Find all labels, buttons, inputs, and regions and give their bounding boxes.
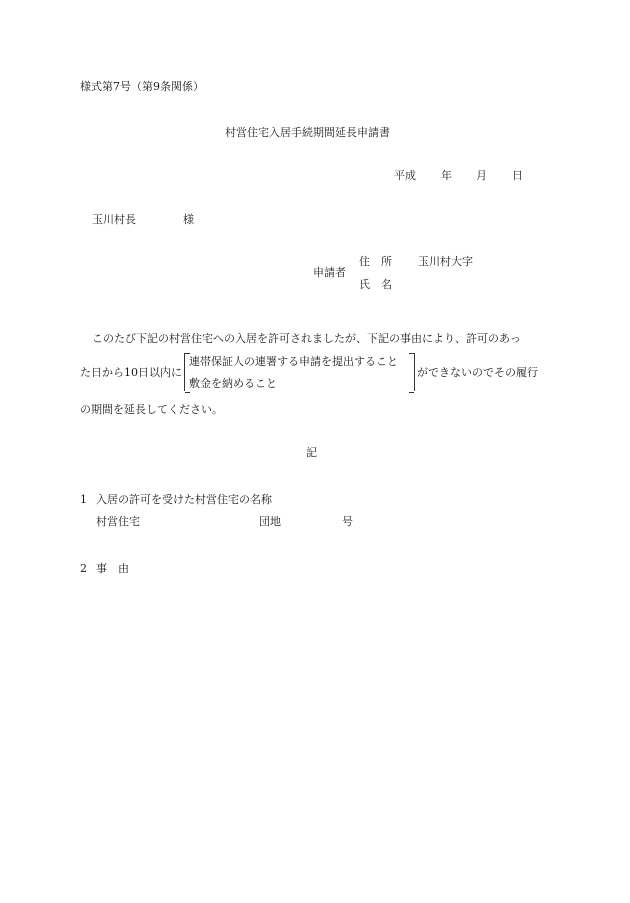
- date-month: 月: [476, 169, 487, 182]
- go-label: 号: [342, 515, 353, 528]
- name-label: 氏 名: [359, 278, 392, 291]
- item-1-number: 1: [80, 493, 87, 506]
- item-2-number: 2: [80, 562, 87, 575]
- item-1-title: 入居の許可を受けた村営住宅の名称: [96, 493, 272, 506]
- page-title: 村営住宅入居手続期間延長申請書: [225, 126, 390, 139]
- date-era: 平成: [394, 169, 416, 182]
- address-label: 住 所: [359, 255, 392, 268]
- item-2-title: 事 由: [96, 562, 129, 575]
- applicant-label: 申請者: [313, 266, 346, 279]
- body-line-2-prefix: た日から10日以内に: [80, 366, 182, 379]
- body-line-1: このたび下記の村営住宅への入居を許可されましたが、下記の事由により、許可のあっ: [92, 332, 521, 345]
- option-deposit: 敷金を納めること: [189, 377, 277, 390]
- body-line-3: の期間を延長してください。: [80, 403, 223, 416]
- address-value: 玉川村大字: [418, 255, 473, 268]
- option-guarantor: 連帯保証人の連署する申請を提出すること: [189, 355, 398, 368]
- ki-heading: 記: [306, 446, 317, 459]
- addressee-honorific: 様: [183, 213, 194, 226]
- housing-label: 村営住宅: [96, 515, 140, 528]
- form-number: 様式第7号（第9条関係）: [80, 80, 204, 93]
- date-year: 年: [441, 169, 452, 182]
- addressee-name: 玉川村長: [92, 213, 136, 226]
- date-day: 日: [512, 169, 523, 182]
- danchi-label: 団地: [259, 515, 281, 528]
- body-line-2-suffix: ができないのでその履行: [417, 366, 538, 379]
